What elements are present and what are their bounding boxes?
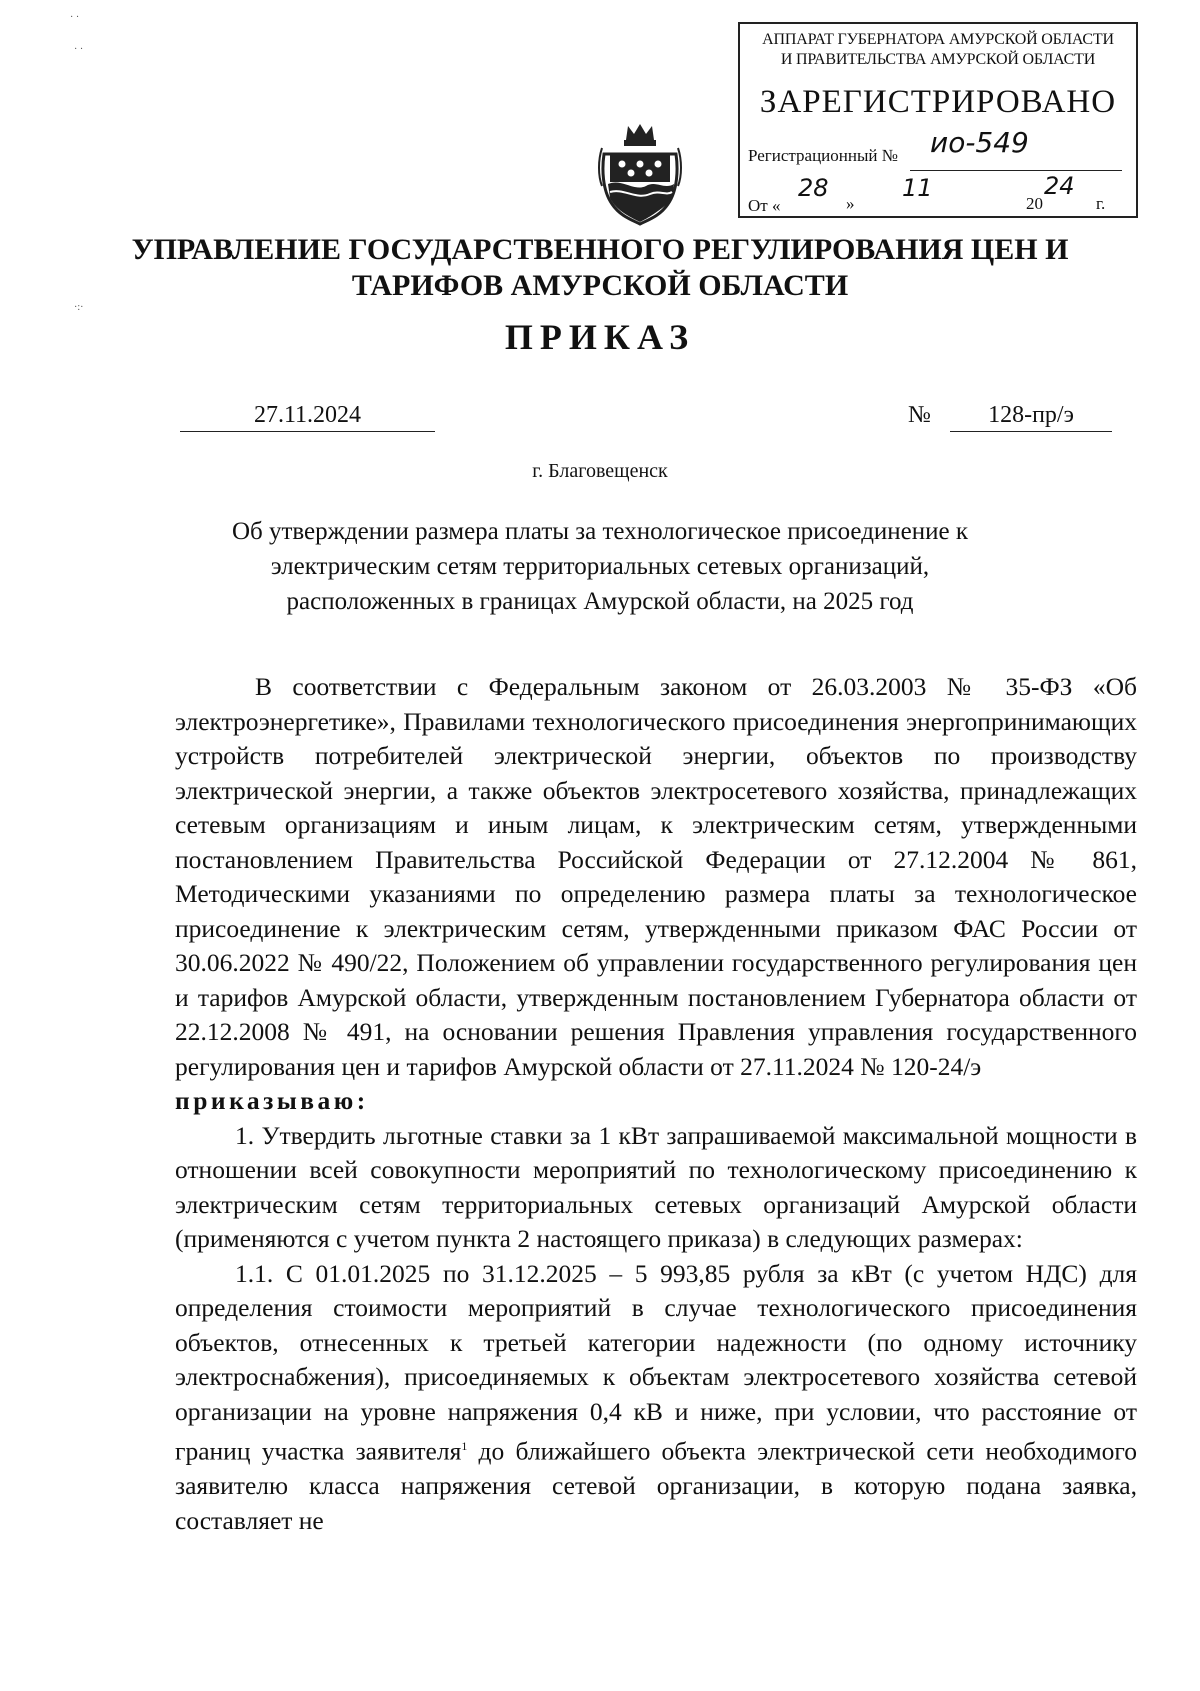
stamp-date-year-prefix: 20	[1026, 194, 1043, 213]
agency-name-line2: ТАРИФОВ АМУРСКОЙ ОБЛАСТИ	[351, 269, 849, 302]
scan-speck: · ·	[70, 12, 80, 23]
stamp-date-quote-close: »	[846, 194, 855, 213]
stamp-date-year-unit: г.	[1096, 194, 1106, 213]
item-1-1-text-part2: до ближайшего объекта электрической сети необходимого заявителю класса напряжения сетевой организации, в которую подана заявка, составляет не	[175, 1436, 1137, 1535]
stamp-date-month: 11	[902, 174, 933, 202]
item-1-paragraph: 1. Утвердить льготные ставки за 1 кВт запрашиваемой максимальной мощности в отношении всей совокупности мероприятий по технологическому присоединению к электрическим сетям территориальных сетевых организаций Амурской области (применяются с учетом пункта 2 настоящего приказа) в следующих размерах:	[175, 1120, 1137, 1253]
stamp-month-underline	[866, 216, 1014, 217]
subject-line3: расположенных в границах Амурской области, на 2025 год	[286, 588, 914, 615]
item-1-1-paragraph	[175, 1257, 1137, 1539]
agency-name-line1: УПРАВЛЕНИЕ ГОСУДАРСТВЕННОГО РЕГУЛИРОВАНИЯ ЦЕН И	[131, 233, 1069, 266]
coat-of-arms-icon	[598, 120, 682, 228]
order-body	[175, 670, 1137, 1538]
item-1-1-text-part1: 1.1. С 01.01.2025 по 31.12.2025 – 5 993,85 рубля за кВт (с учетом НДС) для определения стоимости мероприятий в случае технологического присоединения объектов, отнесенных к третьей категории надежности (по одному источнику электроснабжения), присоединяемых к объектам электросетевого хозяйства сетевой организации на уровне напряжения 0,4 кВ и ниже, при условии, что расстояние от границ участка заявителя	[175, 1258, 1137, 1466]
subject-line1: Об утверждении размера платы за технологическое присоединение к	[231, 518, 969, 545]
stamp-date-year-suffix: 24	[1044, 172, 1075, 200]
order-number-label: №	[908, 402, 931, 428]
city: г. Благовещенск	[532, 460, 668, 482]
stamp-reg-number-label: Регистрационный №	[748, 146, 898, 165]
agency-name	[0, 232, 1200, 304]
registration-stamp	[738, 22, 1138, 218]
stamp-registered: ЗАРЕГИСТРИРОВАНО	[759, 84, 1117, 120]
stamp-day-underline	[792, 216, 838, 217]
stamp-date-day: 28	[798, 174, 829, 202]
order-subject	[0, 514, 1200, 619]
stamp-reg-number-underline	[910, 170, 1122, 171]
scan-speck: ·:·	[74, 302, 84, 313]
scan-speck: · ·	[74, 44, 84, 55]
subject-line2: электрическим сетям территориальных сетевых организаций,	[270, 553, 930, 580]
preamble-paragraph: В соответствии с Федеральным законом от 26.03.2003 № 35-ФЗ «Об электроэнергетике», Правилами технологического присоединения энергопринимающих устройств потребителей электрической энергии, объектов по производству электрической энергии, а также объектов электросетевого хозяйства, принадлежащих сетевым организациям и иным лицам, к электрическим сетям, утвержденными постановлением Правительства Российской Федерации от 27.12.2004 № 861, Методическими указаниями по определению размера платы за технологическое присоединение к электрическим сетям, утвержденными приказом ФАС России от 30.06.2022 № 490/22, Положением об управлении государственного регулирования цен и тарифов Амурской области, утвержденным постановлением Губернатора области от 22.12.2008 № 491, на основании решения Правления управления государственного регулирования цен и тарифов Амурской области от 27.11.2024 № 120-24/э	[175, 672, 1137, 1081]
stamp-reg-number-value: ио-549	[930, 126, 1029, 159]
footnote-marker: 1	[461, 1439, 468, 1453]
order-date: 27.11.2024	[180, 402, 435, 432]
orders-heading: приказываю:	[175, 1086, 369, 1115]
document-type: ПРИКАЗ	[504, 317, 696, 357]
order-number: 128-пр/э	[950, 402, 1112, 432]
stamp-org-line2: И ПРАВИТЕЛЬСТВА АМУРСКОЙ ОБЛАСТИ	[780, 51, 1096, 68]
stamp-date-prefix: От «	[748, 196, 781, 215]
stamp-org-line1: АППАРАТ ГУБЕРНАТОРА АМУРСКОЙ ОБЛАСТИ	[762, 31, 1114, 48]
